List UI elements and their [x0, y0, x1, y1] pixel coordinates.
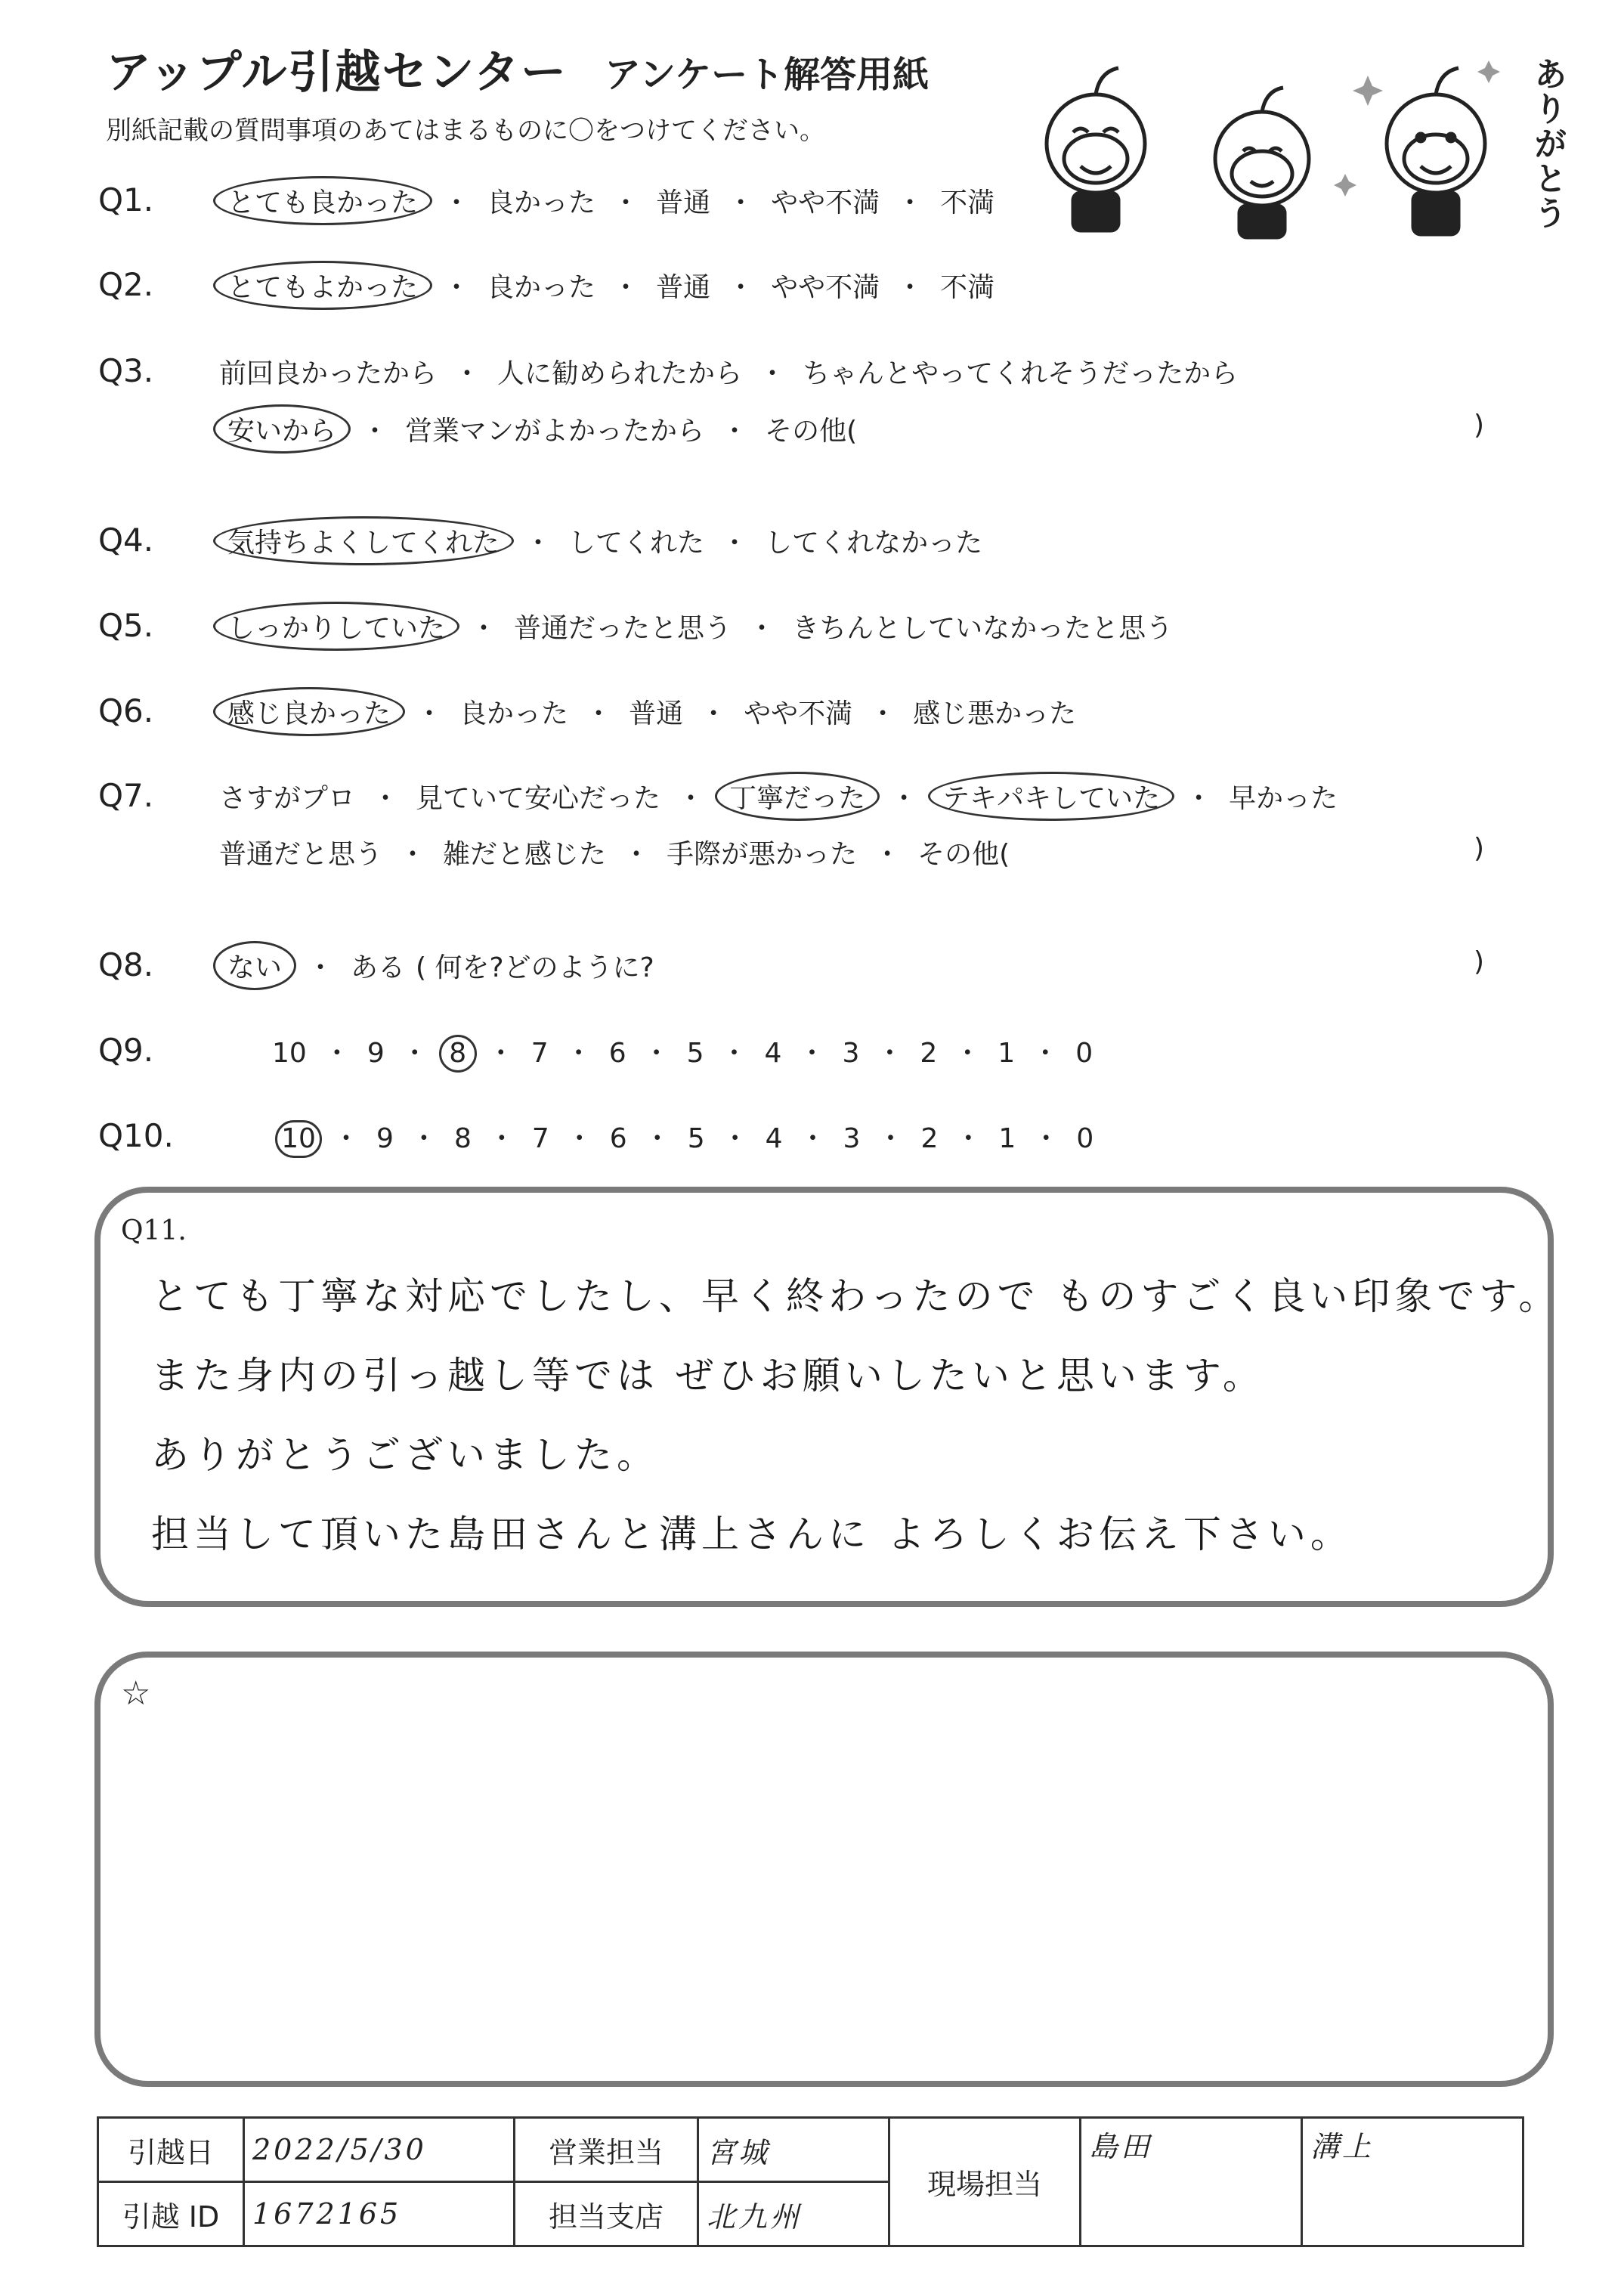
q4-options: 気持ちよくしてくれた ・ してくれた ・ してくれなかった	[219, 522, 982, 560]
star-comment-box[interactable]	[94, 1652, 1554, 2087]
q10-score[interactable]: 8	[453, 1123, 472, 1154]
q9-score[interactable]: 2	[920, 1038, 938, 1069]
mascot-illustration	[1013, 45, 1511, 242]
q1-option[interactable]: 良かった	[487, 187, 596, 218]
q9-score[interactable]: 1	[998, 1038, 1016, 1069]
q3-label: Q3.	[98, 352, 154, 389]
q7-option-selected[interactable]: 丁寧だった	[715, 772, 880, 821]
q1-option[interactable]: 不満	[940, 187, 995, 218]
q10-score[interactable]: 0	[1076, 1123, 1094, 1154]
q3-option[interactable]: 前回良かったから	[219, 358, 438, 389]
q3-option-other[interactable]: その他(	[765, 416, 858, 447]
q2-options: とてもよかった ・ 良かった ・ 普通 ・ やや不満 ・ 不満	[219, 266, 995, 305]
q9-score[interactable]: 3	[842, 1038, 860, 1069]
q1-option-selected[interactable]: とても良かった	[213, 176, 432, 225]
q7-label: Q7.	[98, 777, 154, 814]
q2-option[interactable]: 普通	[656, 272, 711, 303]
branch-label: 担当支店	[515, 2182, 698, 2246]
q11-label: Q11.	[121, 1215, 187, 1246]
q8-option-detail[interactable]: ( 何を?どのように?	[416, 952, 654, 983]
q1-option[interactable]: 普通	[656, 187, 711, 218]
q6-label: Q6.	[98, 692, 154, 729]
mascot-thanks-text: ありがとう	[1528, 57, 1567, 231]
q10-score[interactable]: 6	[609, 1123, 627, 1154]
q7-option[interactable]: 手際が悪かった	[667, 839, 858, 870]
q2-option[interactable]: 不満	[940, 272, 995, 303]
q6-option[interactable]: 良かった	[459, 698, 569, 729]
q7-paren-close: )	[1474, 833, 1485, 864]
q11-handwritten-line: ありがとうございました。	[151, 1433, 659, 1477]
q5-option[interactable]: きちんとしていなかったと思う	[792, 613, 1174, 644]
q7-options-row2: 普通だと思う ・ 雑だと感じた ・ 手際が悪かった ・ その他(	[219, 833, 1010, 871]
brand-title: アップル引越センター	[106, 46, 568, 99]
q7-option[interactable]: 見ていて安心だった	[416, 783, 661, 814]
q7-options-row1: さすがプロ ・ 見ていて安心だった ・ 丁寧だった ・ テキパキしていた ・ 早かった	[219, 777, 1338, 816]
q4-option[interactable]: してくれた	[568, 528, 705, 559]
q6-option[interactable]: 普通	[629, 698, 684, 729]
q7-option-other[interactable]: その他(	[917, 839, 1010, 870]
q9-score[interactable]: 0	[1075, 1038, 1093, 1069]
instruction-text: 別紙記載の質問事項のあてはまるものに〇をつけてください。	[106, 116, 825, 146]
move-date-value[interactable]: 2022/5/30	[244, 2118, 515, 2182]
form-subtitle: アンケート解答用紙	[605, 54, 930, 96]
q3-options-row1: 前回良かったから ・ 人に勧められたから ・ ちゃんとやってくれそうだったから	[219, 352, 1238, 391]
info-table	[97, 2116, 1524, 2247]
q11-handwritten-line: また身内の引っ越し等では ぜひお願いしたいと思います。	[151, 1354, 1265, 1398]
q5-option[interactable]: 普通だったと思う	[514, 613, 732, 644]
q3-option[interactable]: ちゃんとやってくれそうだったから	[803, 358, 1239, 389]
q6-options: 感じ良かった ・ 良かった ・ 普通 ・ やや不満 ・ 感じ悪かった	[219, 692, 1076, 731]
q9-score[interactable]: 9	[367, 1038, 385, 1069]
site-staff-2-value[interactable]: 溝上	[1302, 2118, 1523, 2246]
q3-option[interactable]: 人に勧められたから	[497, 358, 743, 389]
q2-option-selected[interactable]: とてもよかった	[213, 261, 432, 310]
q10-score[interactable]: 3	[843, 1123, 861, 1154]
star-label: ☆	[121, 1674, 151, 1713]
q9-score[interactable]: 4	[764, 1038, 782, 1069]
q6-option-selected[interactable]: 感じ良かった	[213, 687, 405, 736]
q4-label: Q4.	[98, 522, 154, 559]
q10-scale: 10 ・ 9 ・ 8 ・ 7 ・ 6 ・ 5 ・ 4 ・ 3 ・ 2 ・ 1 ・ 0	[281, 1117, 1093, 1156]
q9-score[interactable]: 7	[531, 1038, 549, 1069]
q9-score[interactable]: 5	[686, 1038, 704, 1069]
q3-option-selected[interactable]: 安いから	[213, 404, 351, 454]
q10-score-selected[interactable]: 10	[275, 1120, 322, 1158]
site-staff-label: 現場担当	[889, 2118, 1081, 2246]
q9-label: Q9.	[98, 1032, 154, 1069]
q9-score-selected[interactable]: 8	[439, 1035, 477, 1073]
q7-option[interactable]: 普通だと思う	[219, 839, 383, 870]
q3-paren-close: )	[1474, 410, 1485, 441]
q7-option[interactable]: 早かった	[1229, 783, 1338, 814]
sales-person-value[interactable]: 宮城	[698, 2118, 889, 2182]
q4-option[interactable]: してくれなかった	[765, 528, 983, 559]
q10-score[interactable]: 4	[765, 1123, 783, 1154]
q10-score[interactable]: 1	[998, 1123, 1016, 1154]
q3-option[interactable]: 営業マンがよかったから	[405, 416, 705, 447]
q1-label: Q1.	[98, 181, 154, 218]
q9-score[interactable]: 10	[272, 1038, 307, 1069]
q4-option-selected[interactable]: 気持ちよくしてくれた	[213, 516, 514, 565]
q5-options: しっかりしていた ・ 普通だったと思う ・ きちんとしていなかったと思う	[219, 607, 1173, 645]
q6-option[interactable]: 感じ悪かった	[913, 698, 1077, 729]
site-staff-1-value[interactable]: 島田	[1081, 2118, 1302, 2246]
sales-label: 営業担当	[515, 2118, 698, 2182]
q1-options: とても良かった ・ 良かった ・ 普通 ・ やや不満 ・ 不満	[219, 181, 995, 220]
q6-option[interactable]: やや不満	[744, 698, 853, 729]
move-id-label: 引越 ID	[98, 2182, 244, 2246]
q8-option[interactable]: ある	[351, 952, 406, 983]
q10-label: Q10.	[98, 1117, 174, 1154]
q2-option[interactable]: 良かった	[487, 272, 596, 303]
q2-option[interactable]: やや不満	[771, 272, 880, 303]
q5-label: Q5.	[98, 607, 154, 644]
branch-value[interactable]: 北九州	[698, 2182, 889, 2246]
q7-option[interactable]: 雑だと感じた	[443, 839, 607, 870]
q10-score[interactable]: 7	[531, 1123, 549, 1154]
q11-handwritten-line: 担当して頂いた島田さんと溝上さんに よろしくお伝え下さい。	[151, 1512, 1353, 1556]
q9-scale: 10 ・ 9 ・ 8 ・ 7 ・ 6 ・ 5 ・ 4 ・ 3 ・ 2 ・ 1 ・ 0	[272, 1032, 1093, 1070]
q5-option-selected[interactable]: しっかりしていた	[213, 602, 459, 651]
q8-paren-close: )	[1474, 946, 1485, 977]
q10-score[interactable]: 5	[687, 1123, 705, 1154]
q10-score[interactable]: 9	[376, 1123, 394, 1154]
q3-options-row2: 安いから ・ 営業マンがよかったから ・ その他(	[219, 410, 857, 448]
q8-options: ない ・ ある ( 何を?どのように?	[219, 946, 654, 985]
q1-option[interactable]: やや不満	[771, 187, 880, 218]
q11-handwritten-line: とても丁寧な対応でしたし、早く終わったので ものすごく良い印象です。	[151, 1274, 1561, 1318]
q2-label: Q2.	[98, 266, 154, 303]
q8-option-selected[interactable]: ない	[213, 941, 296, 990]
q7-option-selected[interactable]: テキパキしていた	[928, 772, 1174, 821]
q9-score[interactable]: 6	[608, 1038, 626, 1069]
q8-label: Q8.	[98, 946, 154, 983]
q7-option[interactable]: さすがプロ	[219, 783, 356, 814]
q10-score[interactable]: 2	[920, 1123, 939, 1154]
move-id-value[interactable]: 1672165	[244, 2182, 515, 2246]
move-date-label: 引越日	[98, 2118, 244, 2182]
